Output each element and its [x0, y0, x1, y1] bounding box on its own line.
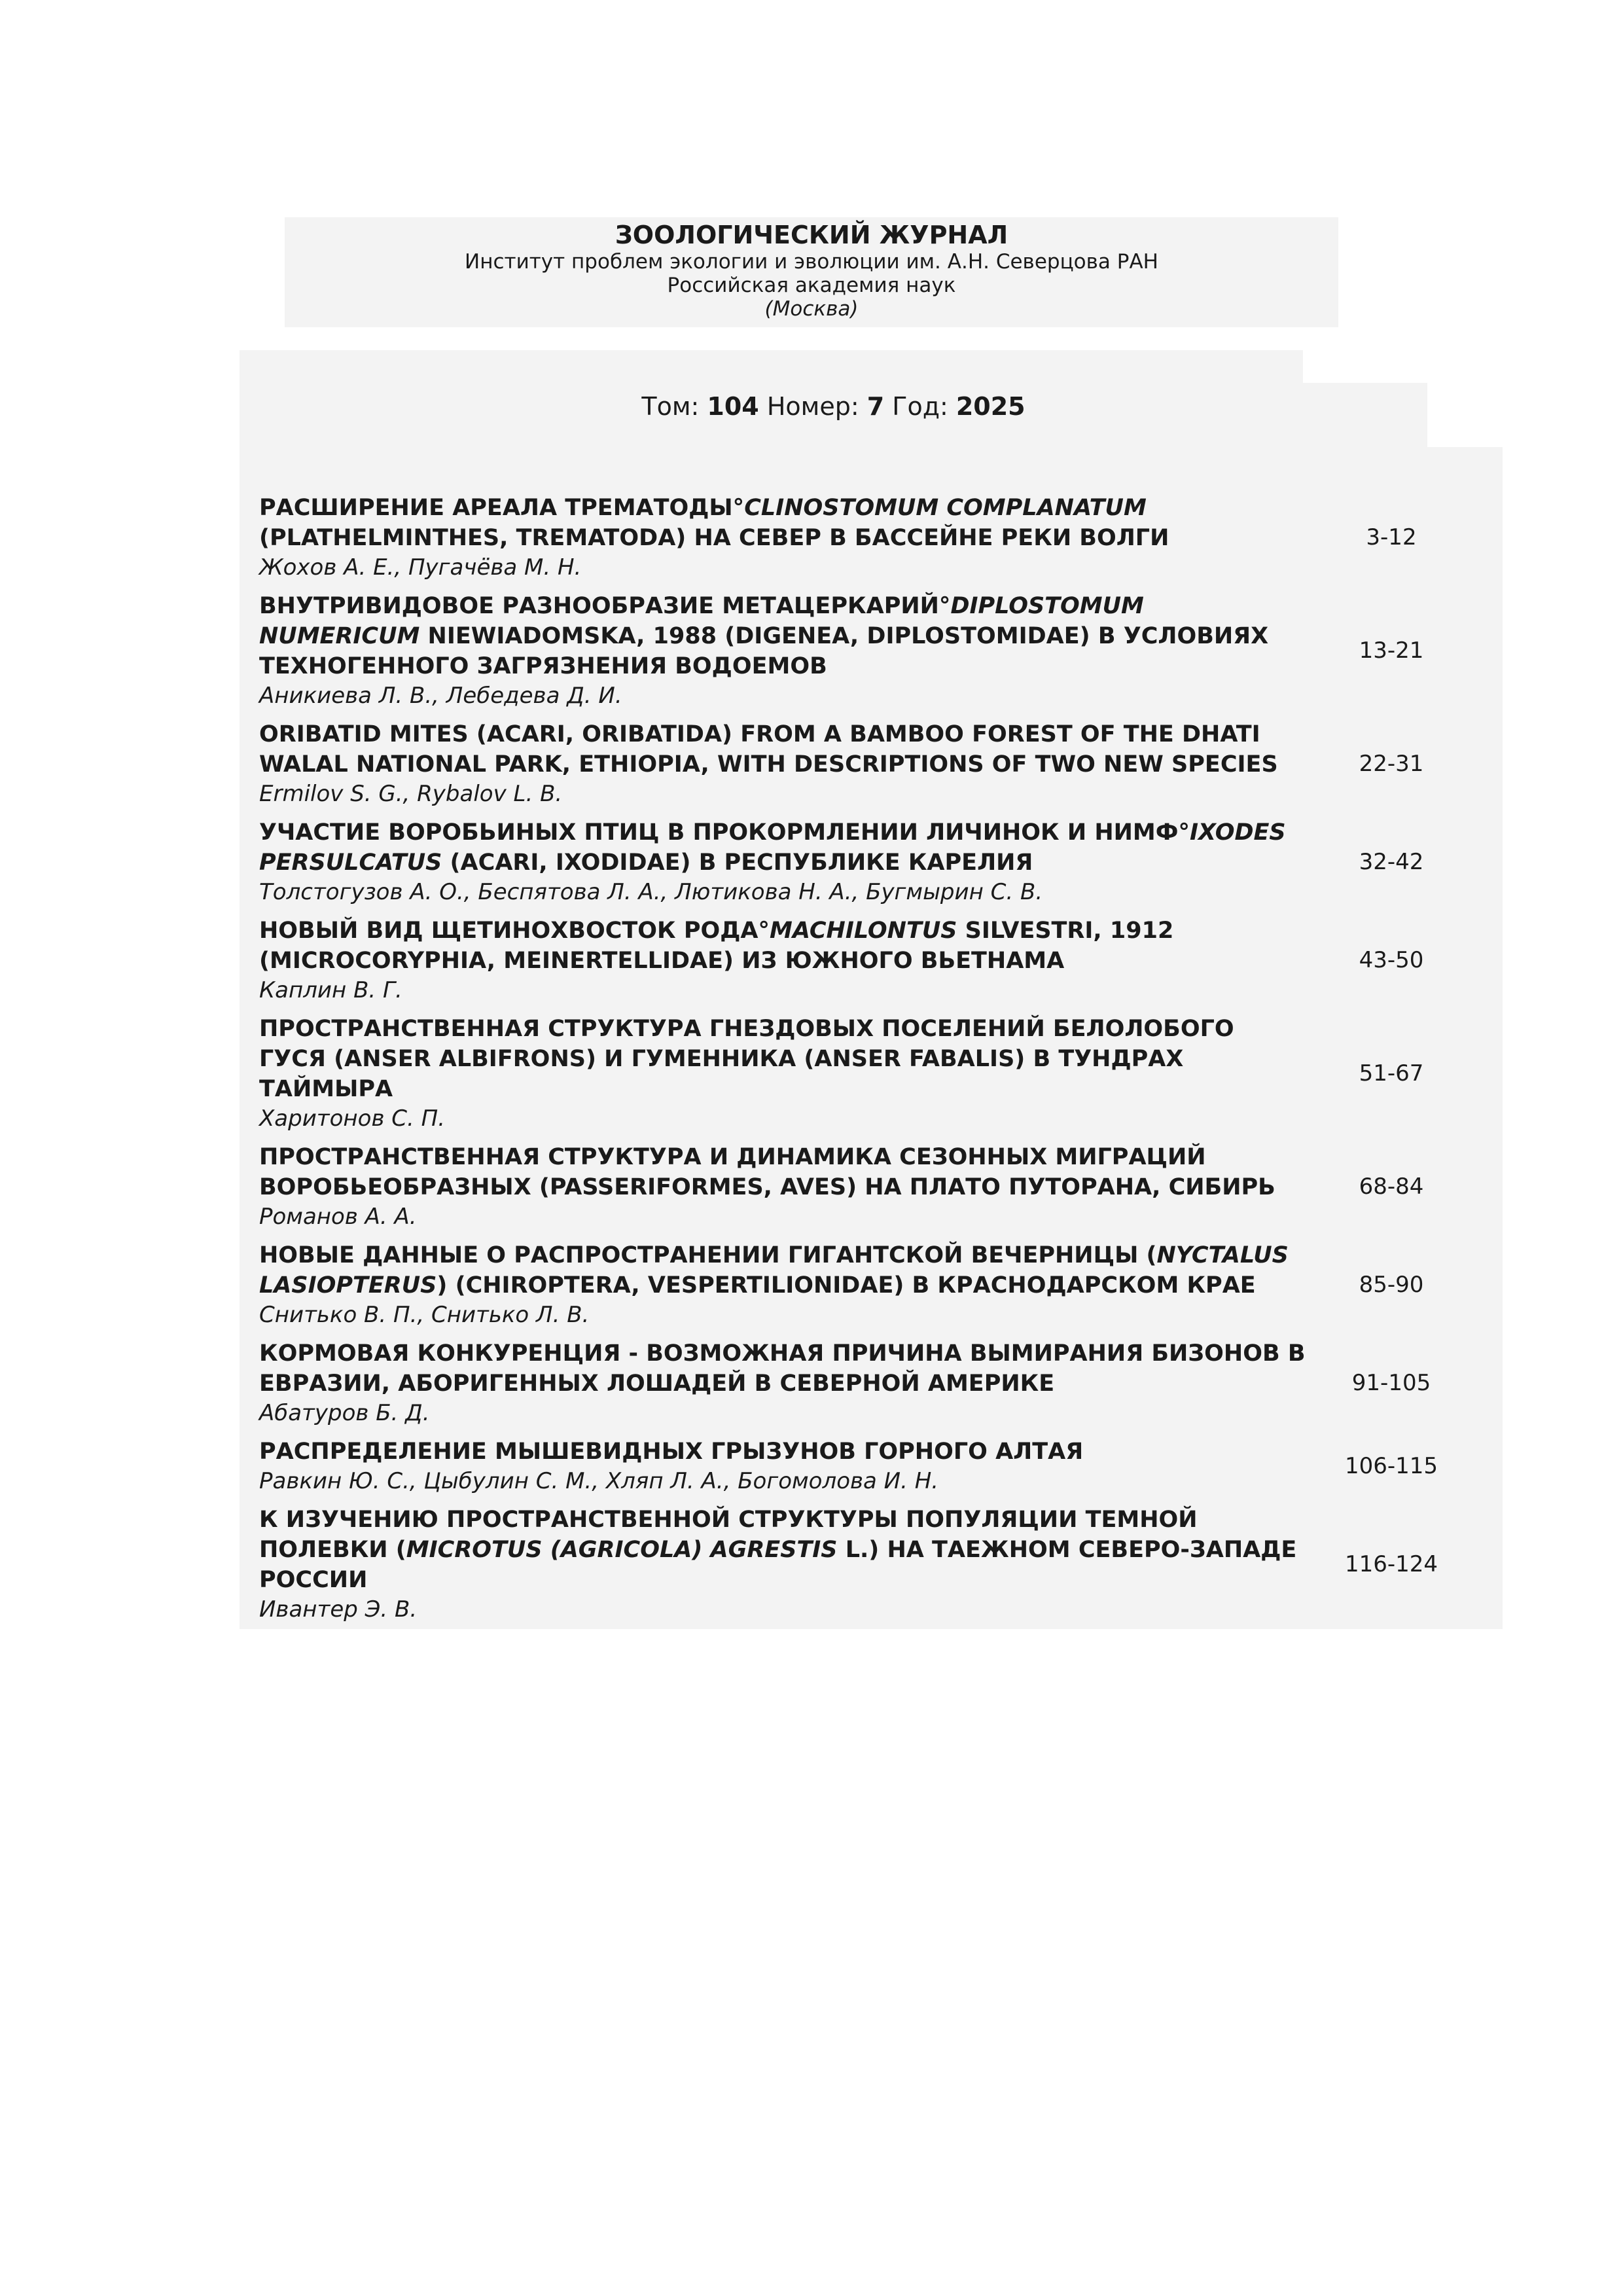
- article-title[interactable]: [259, 493, 1306, 553]
- toc-row: [259, 1338, 1476, 1437]
- toc-row: [259, 817, 1476, 916]
- article-title[interactable]: [259, 1142, 1306, 1202]
- title-part: РАСШИРЕНИЕ АРЕАЛА ТРЕМАТОДЫ°: [259, 495, 745, 521]
- title-part: ПРОСТРАНСТВЕННАЯ СТРУКТУРА ГНЕЗДОВЫХ ПОСЕЛЕНИЙ БЕЛОЛОБОГО ГУСЯ (ANSER ALBIFRONS) И ГУМЕННИКА (ANSER FABALIS) В ТУНДРАХ ТАЙМЫРА: [259, 1016, 1234, 1102]
- article-authors: Ивантер Э. В.: [259, 1596, 418, 1623]
- toc-row: [259, 1142, 1476, 1240]
- article-authors: Абатуров Б. Д.: [259, 1400, 430, 1426]
- title-part: NIEWIADOMSKA, 1988 (DIGENEA, DIPLOSTOMIDAE) В УСЛОВИЯХ ТЕХНОГЕННОГО ЗАГРЯЗНЕНИЯ ВОДОЕМОВ: [259, 623, 1269, 679]
- article-title[interactable]: [259, 916, 1306, 976]
- number-label: Номер:: [766, 392, 859, 421]
- article-pages: 51-67: [1359, 1060, 1424, 1086]
- volume-number: 104: [707, 392, 759, 421]
- title-part: ПРОСТРАНСТВЕННАЯ СТРУКТУРА И ДИНАМИКА СЕЗОННЫХ МИГРАЦИЙ ВОРОБЬЕОБРАЗНЫХ (PASSERIFORMES, AVES) НА ПЛАТО ПУТОРАНА, СИБИРЬ: [259, 1144, 1275, 1200]
- article-cell: [259, 817, 1306, 916]
- article-pages: 43-50: [1359, 947, 1424, 973]
- article-authors: Ermilov S. G., Rybalov L. B.: [259, 781, 563, 807]
- title-part: (PLATHELMINTHES, TREMATODA) НА СЕВЕР В БАССЕЙНЕ РЕКИ ВОЛГИ: [259, 525, 1169, 551]
- article-authors: Снитько В. П., Снитько Л. В.: [259, 1302, 590, 1328]
- toc-row: [259, 1014, 1476, 1142]
- title-part: SILVESTRI, 1912 (MICROCORYPHIA, MEINERTELLIDAE) ИЗ ЮЖНОГО ВЬЕТНАМА: [259, 918, 1174, 974]
- title-part: КОРМОВАЯ КОНКУРЕНЦИЯ - ВОЗМОЖНАЯ ПРИЧИНА ВЫМИРАНИЯ БИЗОНОВ В ЕВРАЗИИ, АБОРИГЕННЫХ ЛОШАДЕЙ В СЕВЕРНОЙ АМЕРИКЕ: [259, 1340, 1306, 1397]
- issue-info: [240, 390, 1427, 423]
- title-part: РАСПРЕДЕЛЕНИЕ МЫШЕВИДНЫХ ГРЫЗУНОВ ГОРНОГО АЛТАЯ: [259, 1439, 1084, 1465]
- city-name: (Москва): [764, 297, 859, 321]
- year-label: Год:: [892, 392, 948, 421]
- article-cell: [259, 591, 1306, 719]
- species-name: DIPLOSTOMUM NUMERICUM: [259, 593, 1144, 649]
- title-part: L.) НА ТАЕЖНОМ СЕВЕРО-ЗАПАДЕ РОССИИ: [259, 1537, 1297, 1593]
- academy-name: Российская академия наук: [667, 274, 956, 297]
- article-pages: 32-42: [1359, 849, 1424, 875]
- institute-name: Институт проблем экологии и эволюции им. А.Н. Северцова РАН: [465, 250, 1158, 274]
- issue-number: 7: [866, 392, 885, 421]
- article-authors: Толстогузов А. О., Беспятова Л. А., Лютикова Н. А., Бугмырин С. В.: [259, 879, 1043, 905]
- article-pages: 106-115: [1344, 1453, 1438, 1479]
- volume-label: Том:: [641, 392, 700, 421]
- article-title[interactable]: [259, 1437, 1306, 1467]
- toc-row: [259, 1437, 1476, 1505]
- title-part: ) (CHIROPTERA, VESPERTILIONIDAE) В КРАСНОДАРСКОМ КРАЕ: [437, 1272, 1256, 1299]
- article-authors: Харитонов С. П.: [259, 1105, 446, 1132]
- title-part: К ИЗУЧЕНИЮ ПРОСТРАНСТВЕННОЙ СТРУКТУРЫ ПОПУЛЯЦИИ ТЕМНОЙ ПОЛЕВКИ (: [259, 1507, 1198, 1563]
- toc-row: [259, 1240, 1476, 1338]
- title-part: УЧАСТИЕ ВОРОБЬИНЫХ ПТИЦ В ПРОКОРМЛЕНИИ ЛИЧИНОК И НИМФ°: [259, 819, 1190, 846]
- article-title[interactable]: [259, 1240, 1306, 1300]
- species-name: NYCTALUS LASIOPTERUS: [259, 1242, 1289, 1299]
- article-title[interactable]: [259, 817, 1306, 878]
- article-cell: [259, 493, 1306, 591]
- toc-table: [259, 493, 1476, 1633]
- article-pages: 116-124: [1344, 1551, 1438, 1577]
- article-pages: 22-31: [1359, 751, 1424, 777]
- species-name: MICROTUS (AGRICOLA) AGRESTIS: [406, 1537, 838, 1563]
- title-part: (ACARI, IXODIDAE) В РЕСПУБЛИКЕ КАРЕЛИЯ: [442, 850, 1033, 876]
- title-part: ORIBATID MITES (ACARI, ORIBATIDA) FROM A BAMBOO FOREST OF THE DHATI WALAL NATIONAL PARK, ETHIOPIA, WITH DESCRIPTIONS OF TWO NEW SPECIES: [259, 721, 1278, 778]
- article-cell: [259, 1437, 1306, 1505]
- species-name: CLINOSTOMUM COMPLANATUM: [744, 495, 1147, 521]
- article-pages: 85-90: [1359, 1272, 1424, 1298]
- toc-row: [259, 1505, 1476, 1633]
- article-authors: Равкин Ю. С., Цыбулин С. М., Хляп Л. А., Богомолова И. Н.: [259, 1468, 939, 1494]
- journal-header: [285, 217, 1338, 327]
- species-name: IXODES PERSULCATUS: [259, 819, 1286, 876]
- article-pages: 68-84: [1359, 1174, 1424, 1200]
- table-of-contents: [240, 447, 1503, 1629]
- article-title[interactable]: [259, 1505, 1306, 1595]
- article-pages: 91-105: [1351, 1370, 1431, 1396]
- article-cell: [259, 1014, 1306, 1142]
- article-cell: [259, 916, 1306, 1014]
- article-authors: Каплин В. Г.: [259, 977, 402, 1003]
- article-title[interactable]: [259, 1014, 1306, 1104]
- article-title[interactable]: [259, 591, 1306, 681]
- article-title[interactable]: [259, 719, 1306, 780]
- issue-year: 2025: [955, 392, 1026, 421]
- article-pages: 3-12: [1366, 524, 1417, 550]
- toc-row: [259, 493, 1476, 591]
- article-cell: [259, 1142, 1306, 1240]
- article-cell: [259, 1505, 1306, 1633]
- toc-row: [259, 591, 1476, 719]
- title-part: ВНУТРИВИДОВОЕ РАЗНООБРАЗИЕ МЕТАЦЕРКАРИЙ°: [259, 593, 951, 619]
- article-pages: 13-21: [1359, 637, 1424, 664]
- article-cell: [259, 1338, 1306, 1437]
- article-authors: Жохов А. Е., Пугачёва М. Н.: [259, 554, 582, 581]
- title-part: НОВЫЙ ВИД ЩЕТИНОХВОСТОК РОДА°: [259, 918, 770, 944]
- toc-row: [259, 916, 1476, 1014]
- title-part: НОВЫЕ ДАННЫЕ О РАСПРОСТРАНЕНИИ ГИГАНТСКОЙ ВЕЧЕРНИЦЫ (: [259, 1242, 1157, 1268]
- article-cell: [259, 1240, 1306, 1338]
- article-authors: Аникиева Л. В., Лебедева Д. И.: [259, 683, 622, 709]
- article-cell: [259, 719, 1306, 817]
- toc-row: [259, 719, 1476, 817]
- article-authors: Романов А. А.: [259, 1204, 417, 1230]
- species-name: MACHILONTUS: [770, 918, 957, 944]
- article-title[interactable]: [259, 1338, 1306, 1399]
- journal-title: ЗООЛОГИЧЕСКИЙ ЖУРНАЛ: [615, 221, 1008, 249]
